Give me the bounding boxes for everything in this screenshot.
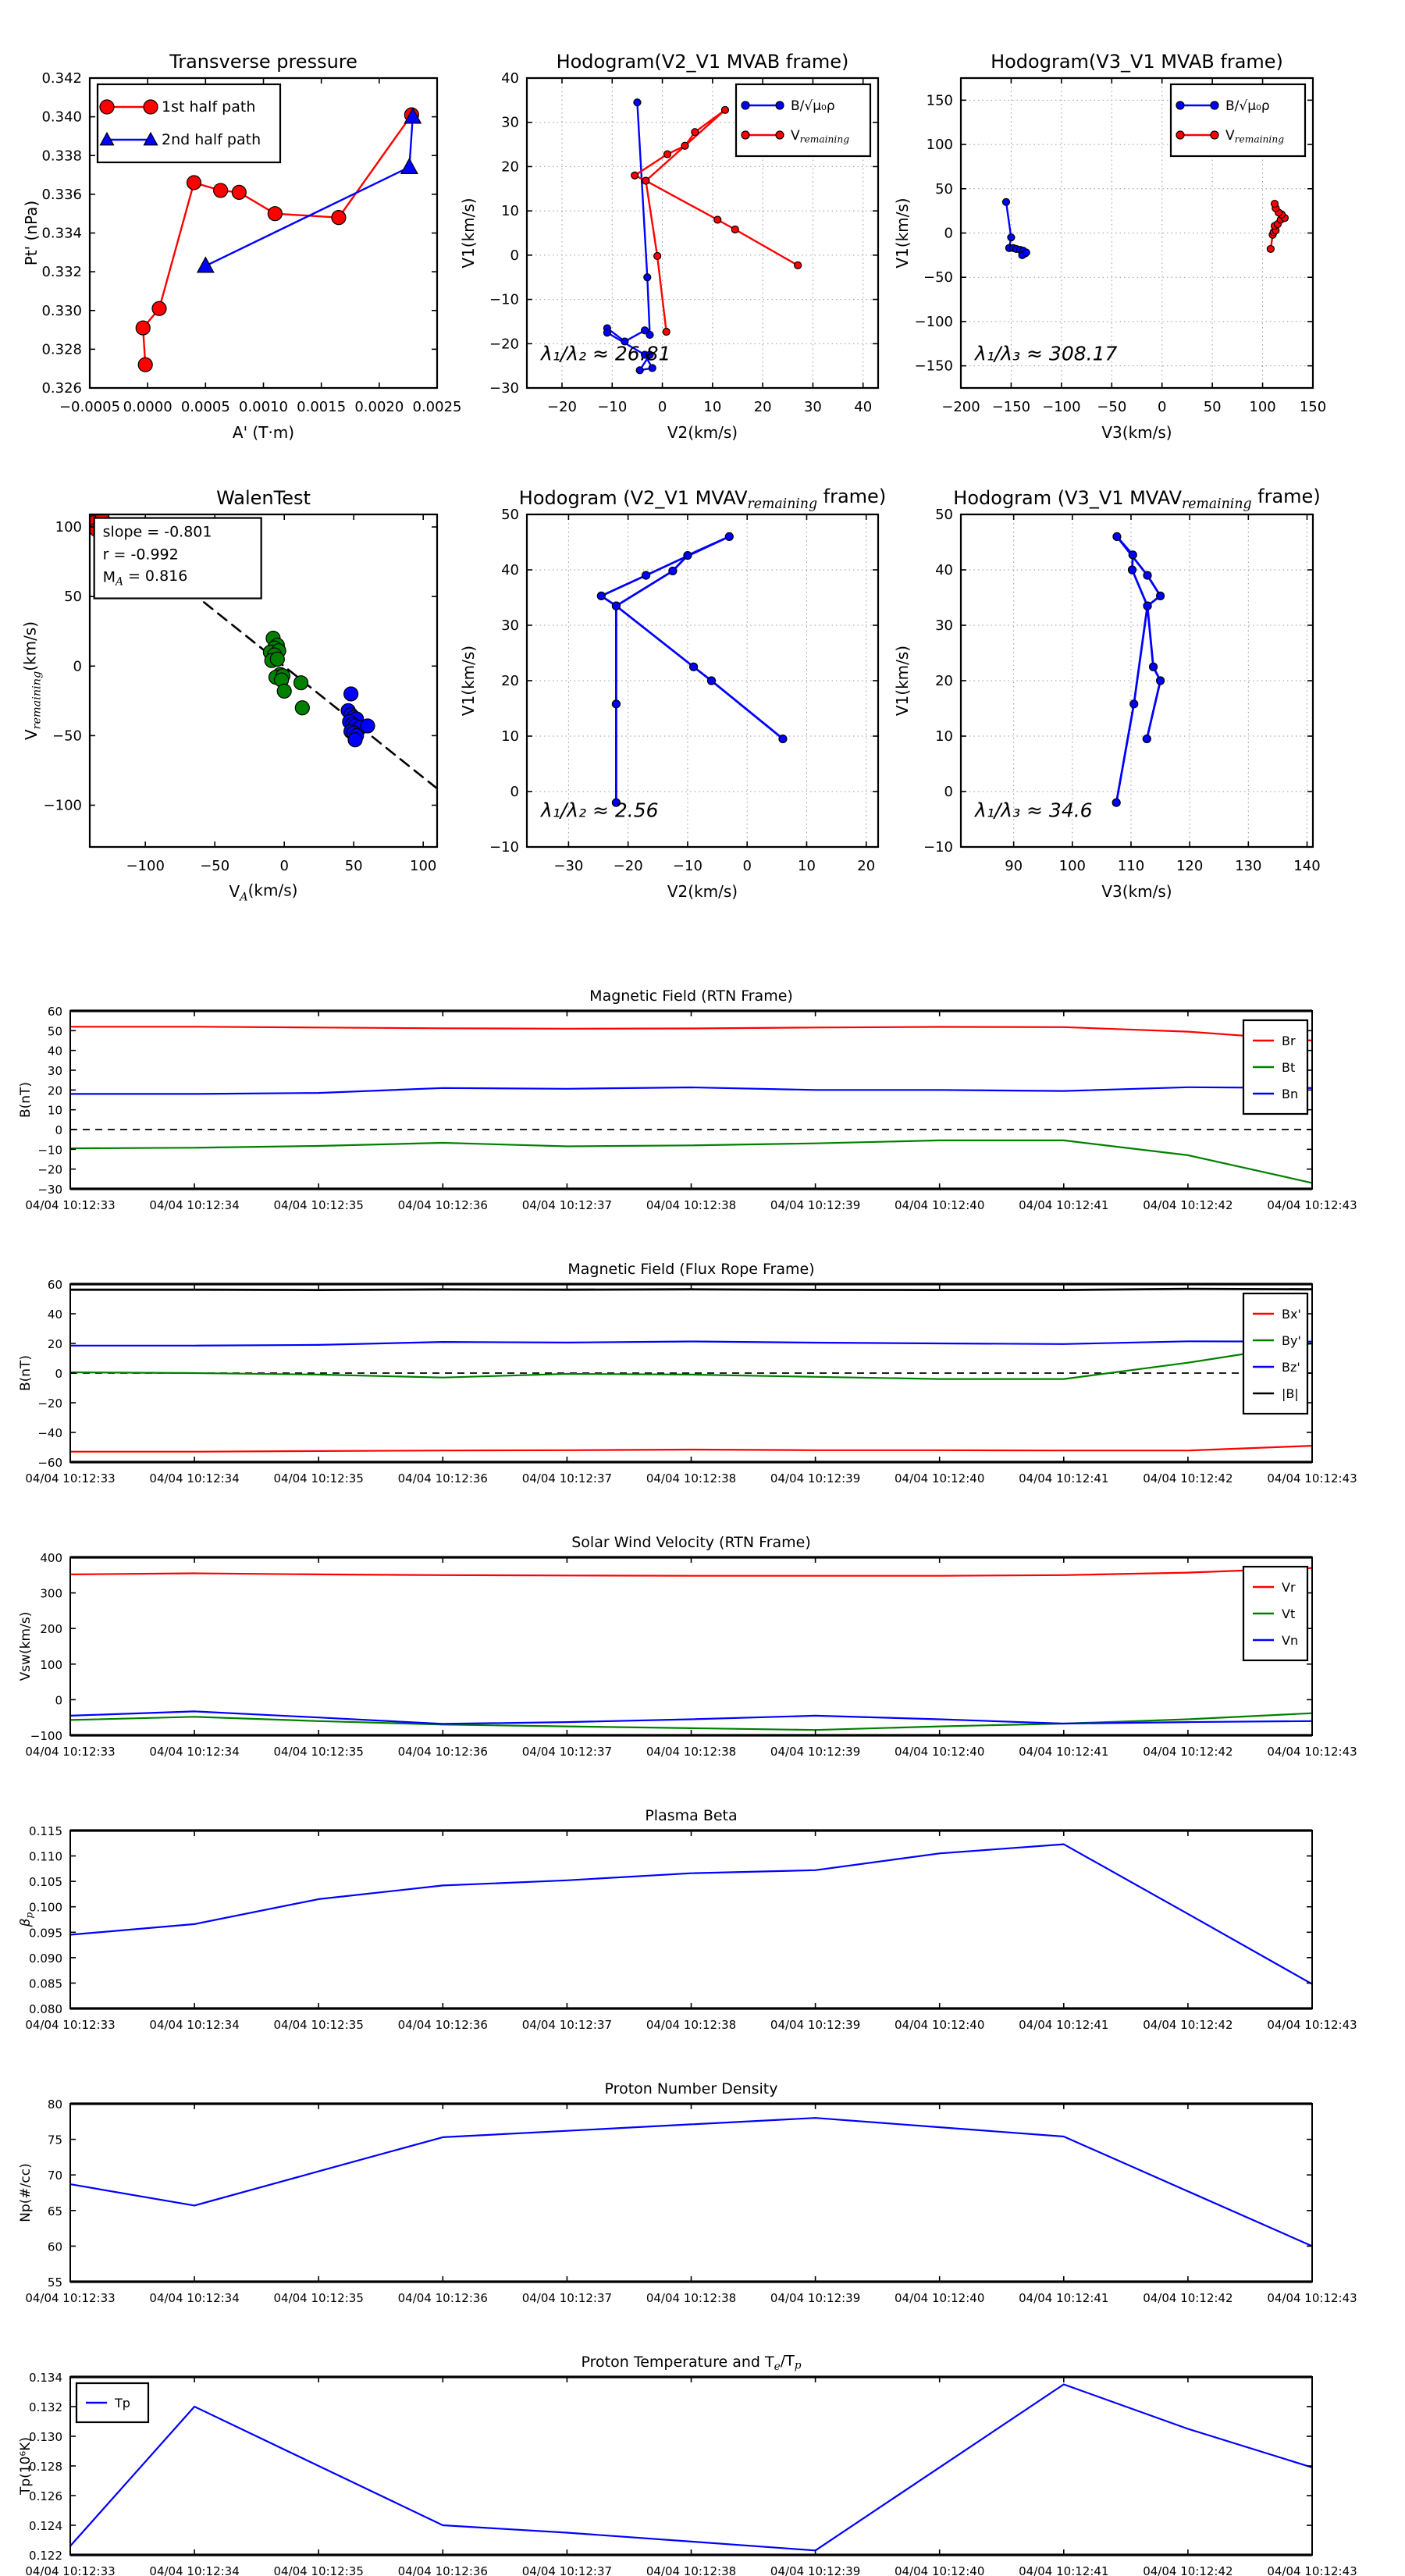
svg-text:0.0025: 0.0025 bbox=[412, 399, 462, 415]
svg-text:04/04 10:12:33: 04/04 10:12:33 bbox=[25, 2564, 116, 2576]
svg-text:30: 30 bbox=[803, 399, 822, 415]
svg-text:04/04 10:12:38: 04/04 10:12:38 bbox=[646, 1198, 737, 1212]
svg-text:−30: −30 bbox=[553, 858, 584, 874]
chart-proton-density bbox=[18, 2080, 1357, 2305]
svg-text:04/04 10:12:36: 04/04 10:12:36 bbox=[397, 2291, 488, 2305]
svg-text:0.122: 0.122 bbox=[29, 2549, 62, 2563]
svg-text:40: 40 bbox=[501, 70, 519, 87]
chart-hodogram-v3v1-mvab bbox=[893, 51, 1326, 442]
svg-text:04/04 10:12:34: 04/04 10:12:34 bbox=[149, 1471, 240, 1485]
svg-text:30: 30 bbox=[47, 1064, 62, 1078]
svg-text:0.128: 0.128 bbox=[29, 2460, 62, 2474]
svg-text:04/04 10:12:34: 04/04 10:12:34 bbox=[149, 1745, 240, 1759]
series-group bbox=[1112, 532, 1164, 806]
svg-text:40: 40 bbox=[47, 1044, 62, 1059]
svg-text:βp: $\beta_p$ bbox=[18, 1912, 35, 1927]
series-group bbox=[1002, 198, 1288, 258]
svg-text:04/04 10:12:43: 04/04 10:12:43 bbox=[1267, 2018, 1357, 2032]
svg-text:04/04 10:12:40: 04/04 10:12:40 bbox=[895, 2564, 985, 2576]
svg-text:0: 0 bbox=[657, 399, 667, 415]
svg-text:04/04 10:12:33: 04/04 10:12:33 bbox=[25, 1198, 116, 1212]
svg-text:slope = -0.801: slope = -0.801 bbox=[102, 523, 212, 541]
svg-text:Bn: Bn bbox=[1282, 1087, 1299, 1101]
svg-text:04/04 10:12:42: 04/04 10:12:42 bbox=[1143, 2291, 1233, 2305]
chart-hodogram-v3v1-mvav bbox=[893, 486, 1321, 901]
svg-text:0.326: 0.326 bbox=[41, 380, 82, 397]
svg-text:140: 140 bbox=[1293, 858, 1321, 874]
svg-text:Vr: Vr bbox=[1282, 1580, 1296, 1595]
svg-text:0.115: 0.115 bbox=[29, 1824, 62, 1838]
svg-text:−10: −10 bbox=[37, 1143, 62, 1158]
svg-text:04/04 10:12:33: 04/04 10:12:33 bbox=[25, 2018, 116, 2032]
svg-text:110: 110 bbox=[1117, 858, 1145, 874]
svg-text:−100: −100 bbox=[1042, 399, 1081, 415]
svg-text:V1(km/s): V1(km/s) bbox=[459, 197, 478, 269]
svg-text:04/04 10:12:39: 04/04 10:12:39 bbox=[770, 2291, 861, 2305]
svg-text:0.095: 0.095 bbox=[29, 1926, 62, 1941]
svg-text:0.090: 0.090 bbox=[29, 1951, 62, 1966]
svg-text:50: 50 bbox=[501, 507, 519, 523]
svg-text:04/04 10:12:40: 04/04 10:12:40 bbox=[895, 1471, 985, 1485]
svg-text:04/04 10:12:39: 04/04 10:12:39 bbox=[770, 1198, 861, 1212]
svg-text:120: 120 bbox=[1176, 858, 1204, 874]
svg-text:0.110: 0.110 bbox=[29, 1849, 62, 1864]
svg-text:60: 60 bbox=[47, 2240, 62, 2254]
chart-walen-test bbox=[20, 487, 437, 903]
svg-text:40: 40 bbox=[935, 562, 953, 578]
svg-text:04/04 10:12:35: 04/04 10:12:35 bbox=[273, 2018, 364, 2032]
svg-text:λ₁/λ₃ ≈ 34.6: λ₁/λ₃ ≈ 34.6 bbox=[975, 799, 1093, 822]
series-group bbox=[597, 532, 787, 806]
svg-text:0: 0 bbox=[55, 1123, 62, 1137]
svg-text:150: 150 bbox=[1299, 399, 1327, 415]
svg-text:−50: −50 bbox=[1097, 399, 1127, 415]
svg-text:04/04 10:12:37: 04/04 10:12:37 bbox=[521, 1198, 613, 1212]
svg-text:0: 0 bbox=[279, 858, 289, 874]
svg-text:−10: −10 bbox=[597, 399, 628, 415]
svg-text:B(nT): B(nT) bbox=[18, 1081, 34, 1119]
svg-text:Plasma Beta: Plasma Beta bbox=[645, 1807, 738, 1824]
svg-text:r = -0.992: r = -0.992 bbox=[102, 546, 179, 564]
svg-text:40: 40 bbox=[47, 1308, 62, 1322]
svg-text:04/04 10:12:34: 04/04 10:12:34 bbox=[149, 2291, 240, 2305]
svg-text:Hodogram(V2_V1 MVAB frame): Hodogram(V2_V1 MVAB frame) bbox=[556, 51, 849, 73]
svg-text:0.0020: 0.0020 bbox=[354, 399, 404, 415]
svg-text:0: 0 bbox=[944, 225, 953, 242]
svg-text:04/04 10:12:43: 04/04 10:12:43 bbox=[1267, 1471, 1357, 1485]
svg-text:0: 0 bbox=[55, 1693, 62, 1708]
svg-text:0.100: 0.100 bbox=[29, 1900, 62, 1915]
svg-text:80: 80 bbox=[47, 2097, 62, 2112]
svg-text:20: 20 bbox=[857, 858, 876, 874]
svg-text:Vremaining: $V_{remaining}$ bbox=[791, 128, 850, 145]
svg-text:40: 40 bbox=[501, 562, 519, 578]
svg-text:100: 100 bbox=[1249, 399, 1276, 415]
svg-text:Transverse pressure: Transverse pressure bbox=[169, 51, 357, 73]
svg-text:Magnetic Field (RTN Frame): Magnetic Field (RTN Frame) bbox=[589, 987, 793, 1005]
svg-text:λ₁/λ₂ ≈ 2.56: λ₁/λ₂ ≈ 2.56 bbox=[541, 799, 659, 822]
chart-plasma-beta bbox=[18, 1807, 1357, 2032]
svg-text:Magnetic Field (Flux Rope Fram: Magnetic Field (Flux Rope Frame) bbox=[567, 1261, 815, 1278]
svg-text:λ₁/λ₂ ≈ 26.81: λ₁/λ₂ ≈ 26.81 bbox=[541, 342, 671, 365]
svg-text:04/04 10:12:35: 04/04 10:12:35 bbox=[273, 1198, 364, 1212]
svg-text:−0.0005: −0.0005 bbox=[59, 399, 121, 415]
svg-text:04/04 10:12:33: 04/04 10:12:33 bbox=[25, 1471, 116, 1485]
svg-text:−30: −30 bbox=[489, 380, 519, 397]
svg-text:By': By' bbox=[1282, 1333, 1301, 1348]
svg-text:04/04 10:12:37: 04/04 10:12:37 bbox=[521, 2291, 613, 2305]
svg-text:04/04 10:12:38: 04/04 10:12:38 bbox=[646, 1745, 737, 1759]
chart-mag-fluxrope bbox=[18, 1261, 1357, 1485]
svg-text:60: 60 bbox=[47, 1005, 62, 1019]
svg-text:04/04 10:12:41: 04/04 10:12:41 bbox=[1019, 2564, 1109, 2576]
svg-text:30: 30 bbox=[935, 617, 953, 634]
svg-text:Bx': Bx' bbox=[1282, 1307, 1301, 1322]
svg-text:−100: −100 bbox=[914, 313, 953, 330]
svg-text:04/04 10:12:38: 04/04 10:12:38 bbox=[646, 2564, 737, 2576]
svg-text:04/04 10:12:40: 04/04 10:12:40 bbox=[895, 2291, 985, 2305]
svg-text:−50: −50 bbox=[52, 728, 82, 745]
svg-text:04/04 10:12:35: 04/04 10:12:35 bbox=[273, 2564, 364, 2576]
svg-text:−150: −150 bbox=[914, 358, 953, 375]
svg-text:0: 0 bbox=[73, 658, 82, 675]
svg-text:04/04 10:12:37: 04/04 10:12:37 bbox=[521, 2564, 613, 2576]
svg-text:0.080: 0.080 bbox=[29, 2002, 62, 2016]
svg-text:MA = 0.816: $M_A = 0.816$ bbox=[102, 567, 188, 589]
svg-text:04/04 10:12:37: 04/04 10:12:37 bbox=[521, 1471, 613, 1485]
svg-text:V3(km/s): V3(km/s) bbox=[1101, 423, 1172, 442]
svg-text:10: 10 bbox=[798, 858, 816, 874]
svg-text:0.124: 0.124 bbox=[29, 2519, 62, 2533]
svg-text:04/04 10:12:39: 04/04 10:12:39 bbox=[770, 2018, 861, 2032]
svg-text:50: 50 bbox=[1203, 399, 1222, 415]
svg-text:04/04 10:12:39: 04/04 10:12:39 bbox=[770, 2564, 861, 2576]
svg-text:04/04 10:12:38: 04/04 10:12:38 bbox=[646, 1471, 737, 1485]
chart-transverse-pressure bbox=[22, 51, 461, 442]
svg-text:04/04 10:12:43: 04/04 10:12:43 bbox=[1267, 1745, 1357, 1759]
svg-text:V1(km/s): V1(km/s) bbox=[459, 645, 478, 717]
svg-text:60: 60 bbox=[47, 1278, 62, 1292]
svg-text:−20: −20 bbox=[613, 858, 643, 874]
svg-text:0.134: 0.134 bbox=[29, 2371, 62, 2385]
svg-text:04/04 10:12:40: 04/04 10:12:40 bbox=[895, 1198, 985, 1212]
svg-text:100: 100 bbox=[926, 137, 953, 154]
svg-text:Bz': Bz' bbox=[1282, 1360, 1300, 1375]
svg-text:−100: −100 bbox=[43, 797, 82, 814]
svg-text:04/04 10:12:41: 04/04 10:12:41 bbox=[1019, 2018, 1109, 2032]
svg-text:VA(km/s): $V_A(km/s)$ bbox=[229, 881, 298, 904]
svg-text:20: 20 bbox=[47, 1083, 62, 1098]
svg-text:04/04 10:12:36: 04/04 10:12:36 bbox=[397, 2564, 488, 2576]
svg-text:Np(#/cc): Np(#/cc) bbox=[18, 2163, 34, 2222]
svg-text:10: 10 bbox=[47, 1103, 62, 1118]
svg-text:10: 10 bbox=[501, 728, 519, 745]
series-group bbox=[70, 2118, 1312, 2246]
svg-text:50: 50 bbox=[344, 858, 363, 874]
svg-text:300: 300 bbox=[40, 1586, 62, 1601]
svg-text:A' (T·m): A' (T·m) bbox=[232, 423, 295, 442]
svg-text:V2(km/s): V2(km/s) bbox=[667, 423, 738, 442]
series-group bbox=[70, 1845, 1312, 1984]
svg-text:04/04 10:12:36: 04/04 10:12:36 bbox=[397, 1471, 488, 1485]
svg-text:04/04 10:12:36: 04/04 10:12:36 bbox=[397, 1745, 488, 1759]
svg-text:130: 130 bbox=[1235, 858, 1262, 874]
svg-text:B/√μ₀ρ: B/√μ₀ρ bbox=[1225, 98, 1270, 114]
svg-text:0: 0 bbox=[510, 784, 519, 800]
svg-text:04/04 10:12:43: 04/04 10:12:43 bbox=[1267, 2564, 1357, 2576]
svg-text:B(nT): B(nT) bbox=[18, 1354, 34, 1392]
svg-text:V1(km/s): V1(km/s) bbox=[893, 197, 912, 269]
svg-text:Br: Br bbox=[1282, 1034, 1296, 1048]
svg-text:Vt: Vt bbox=[1282, 1606, 1296, 1621]
svg-text:04/04 10:12:33: 04/04 10:12:33 bbox=[25, 2291, 116, 2305]
svg-text:100: 100 bbox=[410, 858, 437, 874]
svg-text:04/04 10:12:42: 04/04 10:12:42 bbox=[1143, 1471, 1233, 1485]
svg-text:−10: −10 bbox=[489, 839, 519, 856]
svg-text:−20: −20 bbox=[489, 336, 519, 353]
svg-text:400: 400 bbox=[40, 1551, 62, 1565]
svg-text:λ₁/λ₃ ≈ 308.17: λ₁/λ₃ ≈ 308.17 bbox=[975, 342, 1118, 365]
svg-text:0.330: 0.330 bbox=[41, 302, 82, 319]
svg-text:04/04 10:12:42: 04/04 10:12:42 bbox=[1143, 2018, 1233, 2032]
svg-text:Hodogram(V3_V1 MVAB frame): Hodogram(V3_V1 MVAB frame) bbox=[991, 51, 1283, 73]
svg-text:−20: −20 bbox=[547, 399, 577, 415]
svg-text:04/04 10:12:34: 04/04 10:12:34 bbox=[149, 2564, 240, 2576]
svg-text:Solar Wind Velocity (RTN Frame: Solar Wind Velocity (RTN Frame) bbox=[571, 1534, 811, 1551]
svg-text:04/04 10:12:41: 04/04 10:12:41 bbox=[1019, 1471, 1109, 1485]
svg-text:−100: −100 bbox=[30, 1729, 62, 1743]
svg-text:Vremaining: $V_{remaining}$ bbox=[1225, 128, 1285, 145]
svg-text:0.0005: 0.0005 bbox=[180, 399, 230, 415]
svg-text:20: 20 bbox=[501, 673, 519, 689]
svg-text:20: 20 bbox=[47, 1337, 62, 1351]
svg-text:Bt: Bt bbox=[1282, 1060, 1296, 1075]
svg-text:0.340: 0.340 bbox=[41, 109, 82, 126]
svg-text:90: 90 bbox=[1005, 858, 1023, 874]
svg-text:Pt' (nPa): Pt' (nPa) bbox=[22, 200, 41, 266]
svg-text:04/04 10:12:40: 04/04 10:12:40 bbox=[895, 1745, 985, 1759]
svg-text:0.105: 0.105 bbox=[29, 1875, 62, 1890]
svg-text:−10: −10 bbox=[489, 291, 519, 308]
svg-text:04/04 10:12:42: 04/04 10:12:42 bbox=[1143, 1198, 1233, 1212]
series-group bbox=[70, 1289, 1312, 1452]
svg-text:−100: −100 bbox=[126, 858, 165, 874]
svg-text:04/04 10:12:42: 04/04 10:12:42 bbox=[1143, 1745, 1233, 1759]
svg-text:Vsw(km/s): Vsw(km/s) bbox=[18, 1611, 34, 1681]
svg-text:50: 50 bbox=[935, 507, 953, 523]
svg-text:0.130: 0.130 bbox=[29, 2430, 62, 2444]
chart-velocity-rtn bbox=[18, 1534, 1357, 1759]
svg-text:30: 30 bbox=[501, 114, 519, 131]
svg-text:WalenTest: WalenTest bbox=[216, 487, 311, 509]
svg-text:04/04 10:12:37: 04/04 10:12:37 bbox=[521, 1745, 613, 1759]
svg-text:−20: −20 bbox=[37, 1162, 62, 1177]
svg-text:04/04 10:12:36: 04/04 10:12:36 bbox=[397, 1198, 488, 1212]
svg-text:−50: −50 bbox=[923, 269, 953, 286]
svg-text:70: 70 bbox=[47, 2169, 62, 2183]
svg-text:04/04 10:12:43: 04/04 10:12:43 bbox=[1267, 2291, 1357, 2305]
svg-text:Hodogram (V2_V1 MVAVremaining: Hodogram (V2_V1 $MVAV_{remaining}$ frame) bbox=[518, 485, 887, 513]
svg-text:B/√μ₀ρ: B/√μ₀ρ bbox=[791, 98, 835, 114]
svg-text:04/04 10:12:35: 04/04 10:12:35 bbox=[273, 1471, 364, 1485]
svg-text:04/04 10:12:41: 04/04 10:12:41 bbox=[1019, 2291, 1109, 2305]
series-group bbox=[70, 1026, 1312, 1183]
svg-text:55: 55 bbox=[47, 2275, 62, 2290]
svg-text:50: 50 bbox=[64, 589, 82, 606]
svg-text:Tp: Tp bbox=[115, 2396, 130, 2411]
chart-mag-rtn bbox=[18, 987, 1357, 1212]
svg-text:10: 10 bbox=[501, 203, 519, 220]
svg-text:04/04 10:12:34: 04/04 10:12:34 bbox=[149, 2018, 240, 2032]
svg-text:−20: −20 bbox=[37, 1397, 62, 1411]
svg-text:−50: −50 bbox=[200, 858, 230, 874]
svg-text:Hodogram (V3_V1 MVAVremaining: Hodogram (V3_V1 $MVAV_{remaining}$ frame) bbox=[953, 485, 1321, 513]
svg-text:−150: −150 bbox=[991, 399, 1031, 415]
svg-text:0.336: 0.336 bbox=[41, 186, 82, 203]
series-group bbox=[70, 2385, 1312, 2551]
svg-text:100: 100 bbox=[1058, 858, 1086, 874]
svg-text:50: 50 bbox=[935, 180, 953, 197]
svg-text:0.334: 0.334 bbox=[41, 225, 82, 242]
svg-text:50: 50 bbox=[47, 1024, 62, 1039]
svg-text:20: 20 bbox=[935, 673, 953, 689]
svg-text:04/04 10:12:39: 04/04 10:12:39 bbox=[770, 1471, 861, 1485]
chart-hodogram-v2v1-mvav bbox=[459, 486, 886, 901]
svg-text:0.332: 0.332 bbox=[41, 264, 82, 281]
svg-text:200: 200 bbox=[40, 1622, 62, 1637]
svg-text:V2(km/s): V2(km/s) bbox=[667, 882, 738, 901]
svg-text:0: 0 bbox=[510, 247, 519, 264]
svg-text:75: 75 bbox=[47, 2133, 62, 2147]
svg-text:20: 20 bbox=[501, 158, 519, 176]
svg-text:65: 65 bbox=[47, 2204, 62, 2218]
svg-text:2nd half path: 2nd half path bbox=[162, 131, 261, 148]
svg-text:0: 0 bbox=[55, 1367, 62, 1381]
svg-text:04/04 10:12:33: 04/04 10:12:33 bbox=[25, 1745, 116, 1759]
svg-text:0: 0 bbox=[1157, 399, 1167, 415]
svg-text:04/04 10:12:39: 04/04 10:12:39 bbox=[770, 1745, 861, 1759]
svg-text:−30: −30 bbox=[37, 1183, 62, 1197]
svg-text:150: 150 bbox=[926, 92, 953, 109]
svg-text:04/04 10:12:43: 04/04 10:12:43 bbox=[1267, 1198, 1357, 1212]
svg-text:Proton Temperature and Te/Tp: Proton Temperature and $T_e/T_p$ bbox=[581, 2352, 802, 2374]
svg-text:0.132: 0.132 bbox=[29, 2400, 62, 2414]
chart-proton-temp bbox=[18, 2352, 1357, 2576]
svg-text:0: 0 bbox=[944, 784, 953, 800]
svg-text:V1(km/s): V1(km/s) bbox=[893, 645, 912, 717]
svg-text:100: 100 bbox=[40, 1657, 62, 1672]
svg-text:0.126: 0.126 bbox=[29, 2489, 62, 2503]
svg-text:0.085: 0.085 bbox=[29, 1976, 62, 1991]
svg-text:|B|: |B| bbox=[1282, 1386, 1299, 1401]
svg-text:04/04 10:12:35: 04/04 10:12:35 bbox=[273, 1745, 364, 1759]
svg-text:0.328: 0.328 bbox=[41, 341, 82, 358]
svg-text:04/04 10:12:36: 04/04 10:12:36 bbox=[397, 2018, 488, 2032]
svg-text:04/04 10:12:42: 04/04 10:12:42 bbox=[1143, 2564, 1233, 2576]
svg-text:04/04 10:12:34: 04/04 10:12:34 bbox=[149, 1198, 240, 1212]
svg-text:Tp(10⁶K): Tp(10⁶K) bbox=[18, 2436, 34, 2496]
svg-text:0.0015: 0.0015 bbox=[297, 399, 347, 415]
svg-text:04/04 10:12:41: 04/04 10:12:41 bbox=[1019, 1745, 1109, 1759]
svg-text:04/04 10:12:35: 04/04 10:12:35 bbox=[273, 2291, 364, 2305]
svg-text:Proton Number Density: Proton Number Density bbox=[604, 2080, 778, 2097]
svg-text:04/04 10:12:38: 04/04 10:12:38 bbox=[646, 2291, 737, 2305]
series-group bbox=[70, 1568, 1312, 1731]
svg-text:0.338: 0.338 bbox=[41, 148, 82, 165]
svg-text:100: 100 bbox=[55, 519, 82, 536]
svg-text:Vn: Vn bbox=[1282, 1633, 1299, 1648]
svg-text:04/04 10:12:37: 04/04 10:12:37 bbox=[521, 2018, 613, 2032]
svg-text:0.342: 0.342 bbox=[41, 70, 82, 87]
svg-text:20: 20 bbox=[753, 399, 772, 415]
svg-text:V3(km/s): V3(km/s) bbox=[1101, 882, 1172, 901]
svg-text:0: 0 bbox=[742, 858, 752, 874]
svg-text:30: 30 bbox=[501, 617, 519, 634]
chart-hodogram-v2v1-mvab bbox=[459, 51, 878, 442]
svg-text:−60: −60 bbox=[37, 1456, 62, 1470]
svg-text:−10: −10 bbox=[672, 858, 702, 874]
svg-text:−10: −10 bbox=[923, 839, 953, 856]
svg-text:40: 40 bbox=[854, 399, 873, 415]
svg-text:1st half path: 1st half path bbox=[162, 98, 256, 116]
svg-text:04/04 10:12:40: 04/04 10:12:40 bbox=[895, 2018, 985, 2032]
svg-text:04/04 10:12:38: 04/04 10:12:38 bbox=[646, 2018, 737, 2032]
svg-text:−200: −200 bbox=[941, 399, 980, 415]
svg-text:10: 10 bbox=[935, 728, 953, 745]
svg-text:10: 10 bbox=[703, 399, 722, 415]
svg-text:04/04 10:12:41: 04/04 10:12:41 bbox=[1019, 1198, 1109, 1212]
svg-text:Vremaining(km/s): $V_{remaining}(km/s)$ bbox=[20, 621, 44, 741]
svg-text:−40: −40 bbox=[37, 1426, 62, 1440]
svg-text:0.0000: 0.0000 bbox=[123, 399, 173, 415]
svg-text:0.0010: 0.0010 bbox=[239, 399, 288, 415]
